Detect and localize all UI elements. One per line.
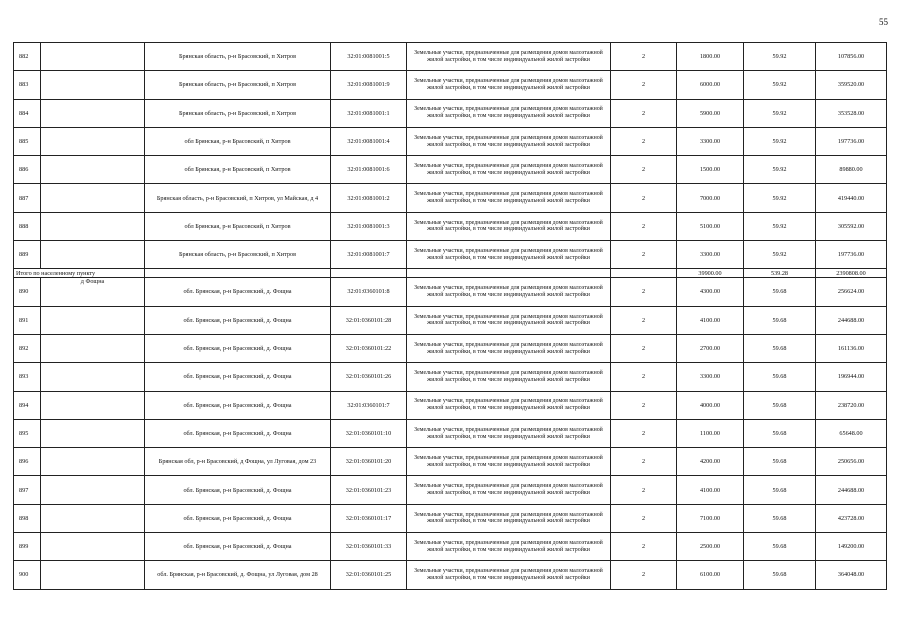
total-empty-cell bbox=[611, 269, 677, 278]
row-area: 4200.00 bbox=[677, 448, 744, 476]
row-cadastral-number: 32:01:0081001:6 bbox=[331, 156, 407, 184]
table-row bbox=[14, 241, 887, 269]
row-area: 4000.00 bbox=[677, 391, 744, 419]
row-location: обл. Брянская, р-н Брасовский, д. Фощна, ул Луговая, дом 28 bbox=[145, 561, 331, 589]
row-number: 897 bbox=[14, 476, 41, 504]
row-cadastral-number: 32:01:0081001:1 bbox=[331, 99, 407, 127]
row-number: 896 bbox=[14, 448, 41, 476]
row-unit-price: 59.68 bbox=[744, 391, 816, 419]
table-row bbox=[14, 391, 887, 419]
row-unit-price: 59.68 bbox=[744, 448, 816, 476]
row-number: 890 bbox=[14, 278, 41, 306]
row-area: 1100.00 bbox=[677, 419, 744, 447]
row-unit-price: 59.68 bbox=[744, 363, 816, 391]
row-unit-price: 59.68 bbox=[744, 504, 816, 532]
total-label: Итого по населенному пункту bbox=[14, 269, 145, 278]
row-number: 887 bbox=[14, 184, 41, 212]
total-cost: 2390808.00 bbox=[816, 269, 887, 278]
row-number: 888 bbox=[14, 212, 41, 240]
locality-cell bbox=[41, 212, 145, 240]
row-cost: 250656.00 bbox=[816, 448, 887, 476]
row-cost: 161136.00 bbox=[816, 334, 887, 362]
row-location: обл. Брянская, р-н Брасовский, д. Фощна bbox=[145, 419, 331, 447]
group-a-rows bbox=[14, 43, 887, 269]
row-land-use: Земельные участки, предназначенные для размещения домов малоэтажной жилой застройки, в том числе индивидуальной жилой застройки bbox=[407, 127, 611, 155]
total-empty-cell bbox=[331, 269, 407, 278]
total-price: 539.28 bbox=[744, 269, 816, 278]
row-kind: 2 bbox=[611, 43, 677, 71]
locality-cell bbox=[41, 419, 145, 447]
row-unit-price: 59.68 bbox=[744, 561, 816, 589]
row-number: 894 bbox=[14, 391, 41, 419]
table-row bbox=[14, 156, 887, 184]
row-cost: 197736.00 bbox=[816, 241, 887, 269]
row-area: 6000.00 bbox=[677, 71, 744, 99]
row-cadastral-number: 32:01:0360101:23 bbox=[331, 476, 407, 504]
row-unit-price: 59.92 bbox=[744, 156, 816, 184]
row-unit-price: 59.92 bbox=[744, 99, 816, 127]
table-row bbox=[14, 334, 887, 362]
row-cadastral-number: 32:01:0360101:7 bbox=[331, 391, 407, 419]
row-land-use: Земельные участки, предназначенные для размещения домов малоэтажной жилой застройки, в том числе индивидуальной жилой застройки bbox=[407, 306, 611, 334]
table-row bbox=[14, 476, 887, 504]
row-area: 5100.00 bbox=[677, 212, 744, 240]
row-location: обл. Брянская, р-н Брасовский, д. Фощна bbox=[145, 334, 331, 362]
row-cadastral-number: 32:01:0081001:4 bbox=[331, 127, 407, 155]
row-land-use: Земельные участки, предназначенные для размещения домов малоэтажной жилой застройки, в том числе индивидуальной жилой застройки bbox=[407, 533, 611, 561]
locality-cell bbox=[41, 391, 145, 419]
row-land-use: Земельные участки, предназначенные для размещения домов малоэтажной жилой застройки, в том числе индивидуальной жилой застройки bbox=[407, 212, 611, 240]
total-row bbox=[14, 269, 887, 278]
row-cost: 353528.00 bbox=[816, 99, 887, 127]
row-unit-price: 59.68 bbox=[744, 306, 816, 334]
row-cadastral-number: 32:01:0360101:33 bbox=[331, 533, 407, 561]
row-land-use: Земельные участки, предназначенные для размещения домов малоэтажной жилой застройки, в том числе индивидуальной жилой застройки bbox=[407, 476, 611, 504]
row-kind: 2 bbox=[611, 504, 677, 532]
row-number: 899 bbox=[14, 533, 41, 561]
table-row bbox=[14, 561, 887, 589]
row-kind: 2 bbox=[611, 533, 677, 561]
row-cost: 423728.00 bbox=[816, 504, 887, 532]
row-location: Брянская обл, р-н Брасовский, д Фощна, ул Луговая, дом 23 bbox=[145, 448, 331, 476]
row-kind: 2 bbox=[611, 127, 677, 155]
row-cost: 65648.00 bbox=[816, 419, 887, 447]
row-cadastral-number: 32:01:0360101:10 bbox=[331, 419, 407, 447]
row-kind: 2 bbox=[611, 391, 677, 419]
row-cadastral-number: 32:01:0360101:25 bbox=[331, 561, 407, 589]
row-kind: 2 bbox=[611, 448, 677, 476]
table-row bbox=[14, 419, 887, 447]
row-cadastral-number: 32:01:0081001:7 bbox=[331, 241, 407, 269]
row-cadastral-number: 32:01:0360101:17 bbox=[331, 504, 407, 532]
row-land-use: Земельные участки, предназначенные для размещения домов малоэтажной жилой застройки, в том числе индивидуальной жилой застройки bbox=[407, 156, 611, 184]
row-area: 1500.00 bbox=[677, 156, 744, 184]
row-land-use: Земельные участки, предназначенные для размещения домов малоэтажной жилой застройки, в том числе индивидуальной жилой застройки bbox=[407, 241, 611, 269]
table-row bbox=[14, 306, 887, 334]
table-row bbox=[14, 184, 887, 212]
row-cost: 256624.00 bbox=[816, 278, 887, 306]
row-number: 883 bbox=[14, 71, 41, 99]
row-kind: 2 bbox=[611, 334, 677, 362]
row-area: 7000.00 bbox=[677, 184, 744, 212]
row-area: 5900.00 bbox=[677, 99, 744, 127]
row-cost: 196944.00 bbox=[816, 363, 887, 391]
row-location: обл Брянская, р-н Брасовский, п Хитров bbox=[145, 212, 331, 240]
row-cost: 419440.00 bbox=[816, 184, 887, 212]
row-unit-price: 59.92 bbox=[744, 241, 816, 269]
row-cost: 305592.00 bbox=[816, 212, 887, 240]
locality-cell bbox=[41, 561, 145, 589]
row-number: 895 bbox=[14, 419, 41, 447]
row-location: обл Брянская, р-н Брасовский, п Хитров bbox=[145, 156, 331, 184]
row-cadastral-number: 32:01:0081001:9 bbox=[331, 71, 407, 99]
row-area: 3300.00 bbox=[677, 127, 744, 155]
locality-cell bbox=[41, 156, 145, 184]
table-row bbox=[14, 504, 887, 532]
row-area: 4100.00 bbox=[677, 476, 744, 504]
row-unit-price: 59.92 bbox=[744, 127, 816, 155]
locality-total bbox=[14, 269, 887, 278]
table-row bbox=[14, 127, 887, 155]
row-kind: 2 bbox=[611, 99, 677, 127]
table-row bbox=[14, 212, 887, 240]
registry-table bbox=[13, 42, 887, 590]
row-land-use: Земельные участки, предназначенные для размещения домов малоэтажной жилой застройки, в том числе индивидуальной жилой застройки bbox=[407, 43, 611, 71]
row-area: 4300.00 bbox=[677, 278, 744, 306]
row-land-use: Земельные участки, предназначенные для размещения домов малоэтажной жилой застройки, в том числе индивидуальной жилой застройки bbox=[407, 278, 611, 306]
row-unit-price: 59.92 bbox=[744, 43, 816, 71]
row-number: 892 bbox=[14, 334, 41, 362]
row-number: 900 bbox=[14, 561, 41, 589]
row-land-use: Земельные участки, предназначенные для размещения домов малоэтажной жилой застройки, в том числе индивидуальной жилой застройки bbox=[407, 419, 611, 447]
table-row bbox=[14, 71, 887, 99]
locality-cell bbox=[41, 43, 145, 71]
row-land-use: Земельные участки, предназначенные для размещения домов малоэтажной жилой застройки, в том числе индивидуальной жилой застройки bbox=[407, 448, 611, 476]
row-location: обл. Брянская, р-н Брасовский, д. Фощна bbox=[145, 476, 331, 504]
row-cadastral-number: 32:01:0081001:2 bbox=[331, 184, 407, 212]
row-location: Брянская область, р-н Брасовский, п Хитров bbox=[145, 71, 331, 99]
locality-cell bbox=[41, 504, 145, 532]
row-kind: 2 bbox=[611, 241, 677, 269]
total-empty-cell bbox=[407, 269, 611, 278]
row-cadastral-number: 32:01:0081001:3 bbox=[331, 212, 407, 240]
group-b-rows bbox=[14, 278, 887, 589]
row-unit-price: 59.92 bbox=[744, 212, 816, 240]
row-unit-price: 59.68 bbox=[744, 476, 816, 504]
page-number: 55 bbox=[879, 17, 888, 27]
row-number: 893 bbox=[14, 363, 41, 391]
row-kind: 2 bbox=[611, 184, 677, 212]
row-cost: 244688.00 bbox=[816, 306, 887, 334]
row-land-use: Земельные участки, предназначенные для размещения домов малоэтажной жилой застройки, в том числе индивидуальной жилой застройки bbox=[407, 334, 611, 362]
row-location: обл. Брянская, р-н Брасовский, д. Фощна bbox=[145, 306, 331, 334]
row-number: 882 bbox=[14, 43, 41, 71]
row-cadastral-number: 32:01:0360101:26 bbox=[331, 363, 407, 391]
locality-cell bbox=[41, 71, 145, 99]
row-location: обл Брянская, р-н Брасовский, п Хитров bbox=[145, 127, 331, 155]
locality-cell bbox=[41, 241, 145, 269]
row-cadastral-number: 32:01:0360101:8 bbox=[331, 278, 407, 306]
row-number: 885 bbox=[14, 127, 41, 155]
row-kind: 2 bbox=[611, 363, 677, 391]
row-unit-price: 59.68 bbox=[744, 334, 816, 362]
row-location: обл. Брянская, р-н Брасовский, д. Фощна bbox=[145, 504, 331, 532]
row-cadastral-number: 32:01:0360101:28 bbox=[331, 306, 407, 334]
row-unit-price: 59.68 bbox=[744, 533, 816, 561]
row-cost: 197736.00 bbox=[816, 127, 887, 155]
row-kind: 2 bbox=[611, 306, 677, 334]
row-area: 7100.00 bbox=[677, 504, 744, 532]
row-area: 4100.00 bbox=[677, 306, 744, 334]
row-land-use: Земельные участки, предназначенные для размещения домов малоэтажной жилой застройки, в том числе индивидуальной жилой застройки bbox=[407, 184, 611, 212]
row-land-use: Земельные участки, предназначенные для размещения домов малоэтажной жилой застройки, в том числе индивидуальной жилой застройки bbox=[407, 561, 611, 589]
row-kind: 2 bbox=[611, 476, 677, 504]
row-kind: 2 bbox=[611, 419, 677, 447]
row-cost: 89880.00 bbox=[816, 156, 887, 184]
locality-cell bbox=[41, 334, 145, 362]
row-area: 2700.00 bbox=[677, 334, 744, 362]
locality-cell bbox=[41, 448, 145, 476]
table-row bbox=[14, 363, 887, 391]
row-unit-price: 59.92 bbox=[744, 71, 816, 99]
row-location: обл. Брянская, р-н Брасовский, д. Фощна bbox=[145, 278, 331, 306]
row-cost: 238720.00 bbox=[816, 391, 887, 419]
total-empty-cell bbox=[145, 269, 331, 278]
row-number: 898 bbox=[14, 504, 41, 532]
table-row bbox=[14, 43, 887, 71]
row-cost: 149200.00 bbox=[816, 533, 887, 561]
locality-cell bbox=[41, 127, 145, 155]
row-area: 3300.00 bbox=[677, 241, 744, 269]
row-cadastral-number: 32:01:0360101:22 bbox=[331, 334, 407, 362]
row-kind: 2 bbox=[611, 561, 677, 589]
row-location: Брянская область, р-н Брасовский, п Хитров bbox=[145, 43, 331, 71]
row-number: 884 bbox=[14, 99, 41, 127]
locality-cell bbox=[41, 99, 145, 127]
row-land-use: Земельные участки, предназначенные для размещения домов малоэтажной жилой застройки, в том числе индивидуальной жилой застройки bbox=[407, 99, 611, 127]
row-kind: 2 bbox=[611, 71, 677, 99]
row-cost: 244688.00 bbox=[816, 476, 887, 504]
table-row bbox=[14, 278, 887, 306]
row-number: 891 bbox=[14, 306, 41, 334]
row-kind: 2 bbox=[611, 278, 677, 306]
row-area: 1800.00 bbox=[677, 43, 744, 71]
row-cadastral-number: 32:01:0360101:20 bbox=[331, 448, 407, 476]
locality-cell bbox=[41, 278, 145, 306]
locality-cell bbox=[41, 184, 145, 212]
row-unit-price: 59.68 bbox=[744, 419, 816, 447]
row-cost: 364048.00 bbox=[816, 561, 887, 589]
table-row bbox=[14, 448, 887, 476]
locality-cell bbox=[41, 306, 145, 334]
row-unit-price: 59.92 bbox=[744, 184, 816, 212]
row-land-use: Земельные участки, предназначенные для размещения домов малоэтажной жилой застройки, в том числе индивидуальной жилой застройки bbox=[407, 71, 611, 99]
row-cost: 107856.00 bbox=[816, 43, 887, 71]
row-kind: 2 bbox=[611, 212, 677, 240]
row-land-use: Земельные участки, предназначенные для размещения домов малоэтажной жилой застройки, в том числе индивидуальной жилой застройки bbox=[407, 363, 611, 391]
row-unit-price: 59.68 bbox=[744, 278, 816, 306]
row-number: 886 bbox=[14, 156, 41, 184]
row-area: 6100.00 bbox=[677, 561, 744, 589]
row-kind: 2 bbox=[611, 156, 677, 184]
table-row bbox=[14, 99, 887, 127]
total-area: 39900.00 bbox=[677, 269, 744, 278]
row-location: обл. Брянская, р-н Брасовский, д. Фощна bbox=[145, 391, 331, 419]
row-location: Брянская область, р-н Брасовский, п Хитров bbox=[145, 241, 331, 269]
row-number: 889 bbox=[14, 241, 41, 269]
row-location: обл. Брянская, р-н Брасовский, д. Фощна bbox=[145, 533, 331, 561]
row-land-use: Земельные участки, предназначенные для размещения домов малоэтажной жилой застройки, в том числе индивидуальной жилой застройки bbox=[407, 391, 611, 419]
row-cadastral-number: 32:01:0081001:5 bbox=[331, 43, 407, 71]
row-location: обл. Брянская, р-н Брасовский, д. Фощна bbox=[145, 363, 331, 391]
table-row bbox=[14, 533, 887, 561]
locality-cell bbox=[41, 363, 145, 391]
row-land-use: Земельные участки, предназначенные для размещения домов малоэтажной жилой застройки, в том числе индивидуальной жилой застройки bbox=[407, 504, 611, 532]
locality-cell bbox=[41, 533, 145, 561]
row-cost: 359520.00 bbox=[816, 71, 887, 99]
row-location: Брянская область, р-н Брасовский, п Хитров, ул Майская, д 4 bbox=[145, 184, 331, 212]
row-location: Брянская область, р-н Брасовский, п Хитров bbox=[145, 99, 331, 127]
locality-name: д Фощна bbox=[80, 278, 105, 286]
row-area: 2500.00 bbox=[677, 533, 744, 561]
locality-cell bbox=[41, 476, 145, 504]
row-area: 3300.00 bbox=[677, 363, 744, 391]
